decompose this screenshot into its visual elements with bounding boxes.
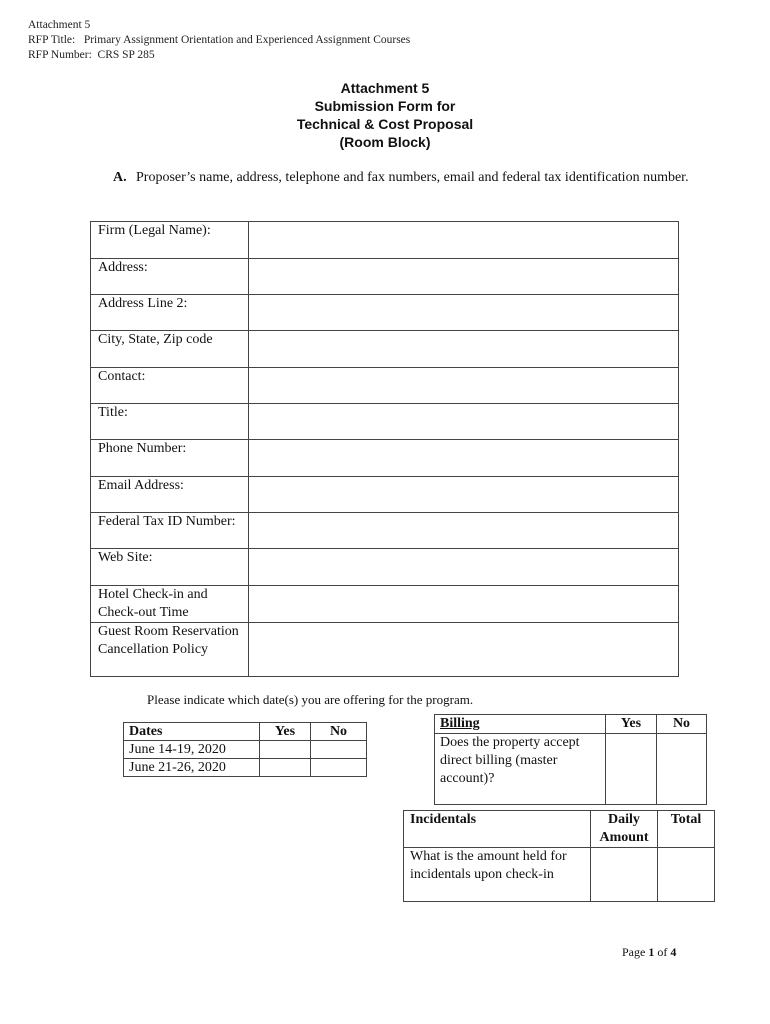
city-state-zip-field[interactable] <box>249 331 679 368</box>
title-line-1: Attachment 5 <box>340 80 430 96</box>
federal-tax-id-field[interactable] <box>249 513 679 549</box>
total-pages: 4 <box>670 945 677 959</box>
field-label: Contact: <box>91 368 249 404</box>
field-label: Firm (Legal Name): <box>91 222 249 259</box>
field-label: Address Line 2: <box>91 295 249 331</box>
address-line-2-field[interactable] <box>249 295 679 331</box>
yes-header: Yes <box>606 715 657 734</box>
field-label: City, State, Zip code <box>91 331 249 368</box>
email-address-field[interactable] <box>249 477 679 513</box>
table-row <box>91 404 679 440</box>
dates-header: Dates <box>124 723 260 741</box>
title-line-3: Technical & Cost Proposal <box>296 116 474 132</box>
phone-number-field[interactable] <box>249 440 679 477</box>
table-row <box>91 259 679 295</box>
table-row <box>91 440 679 477</box>
document-header <box>28 18 410 63</box>
no-header: No <box>657 715 707 734</box>
no-checkbox-cell[interactable] <box>311 759 367 777</box>
dates-instruction: Please indicate which date(s) you are offering for the program. <box>147 692 474 707</box>
billing-table <box>434 714 707 805</box>
no-checkbox-cell[interactable] <box>311 741 367 759</box>
contact-field[interactable] <box>249 368 679 404</box>
table-row <box>91 549 679 586</box>
table-header-row <box>124 723 367 741</box>
header-rfp-number: RFP Number: CRS SP 285 <box>28 49 155 61</box>
yes-checkbox-cell[interactable] <box>260 759 311 777</box>
cancellation-policy-field[interactable] <box>249 623 679 677</box>
yes-header: Yes <box>260 723 311 741</box>
incidentals-question: What is the amount held for incidentals upon check-in <box>404 848 591 902</box>
billing-header: Billing <box>435 715 606 734</box>
no-header: No <box>311 723 367 741</box>
field-label: Title: <box>91 404 249 440</box>
address-field[interactable] <box>249 259 679 295</box>
table-row <box>91 222 679 259</box>
table-row <box>91 586 679 623</box>
section-a <box>113 169 693 187</box>
field-label: Phone Number: <box>91 440 249 477</box>
table-header-row <box>435 715 707 734</box>
daily-amount-header: Daily Amount <box>591 811 658 848</box>
billing-question: Does the property accept direct billing (master account)? <box>435 734 606 805</box>
current-page: 1 <box>648 945 655 959</box>
field-label: Guest Room Reservation Cancellation Policy <box>91 623 249 677</box>
field-label: Email Address: <box>91 477 249 513</box>
table-row <box>91 513 679 549</box>
title-line-2: Submission Form for <box>314 98 456 114</box>
page-of: of <box>654 945 671 959</box>
page-title <box>0 79 770 151</box>
date-option: June 14-19, 2020 <box>124 741 260 759</box>
table-row <box>124 759 367 777</box>
field-label: Address: <box>91 259 249 295</box>
check-in-out-time-field[interactable] <box>249 586 679 623</box>
section-a-label: A. <box>113 170 127 185</box>
section-a-text: Proposer’s name, address, telephone and fax numbers, email and federal tax identification number. <box>136 170 689 185</box>
field-label: Hotel Check-in and Check-out Time <box>91 586 249 623</box>
header-rfp-title: RFP Title: Primary Assignment Orientation and Experienced Assignment Courses <box>28 34 411 46</box>
dates-table <box>123 722 367 777</box>
page-prefix: Page <box>622 945 649 959</box>
table-row <box>404 848 715 902</box>
table-row <box>91 368 679 404</box>
proposer-info-table <box>90 221 679 677</box>
total-header: Total <box>658 811 715 848</box>
table-row <box>91 477 679 513</box>
total-field[interactable] <box>658 848 715 902</box>
table-row <box>91 623 679 677</box>
table-row <box>435 734 707 805</box>
header-line-1: Attachment 5 <box>28 19 91 31</box>
table-header-row <box>404 811 715 848</box>
title-line-4: (Room Block) <box>339 134 431 150</box>
table-row <box>91 295 679 331</box>
title-field[interactable] <box>249 404 679 440</box>
daily-amount-field[interactable] <box>591 848 658 902</box>
date-option: June 21-26, 2020 <box>124 759 260 777</box>
firm-name-field[interactable] <box>249 222 679 259</box>
incidentals-header: Incidentals <box>404 811 591 848</box>
field-label: Federal Tax ID Number: <box>91 513 249 549</box>
web-site-field[interactable] <box>249 549 679 586</box>
table-row <box>124 741 367 759</box>
incidentals-table <box>403 810 715 902</box>
page-number <box>622 945 676 960</box>
yes-checkbox-cell[interactable] <box>260 741 311 759</box>
no-checkbox-cell[interactable] <box>657 734 707 805</box>
yes-checkbox-cell[interactable] <box>606 734 657 805</box>
field-label: Web Site: <box>91 549 249 586</box>
table-row <box>91 331 679 368</box>
